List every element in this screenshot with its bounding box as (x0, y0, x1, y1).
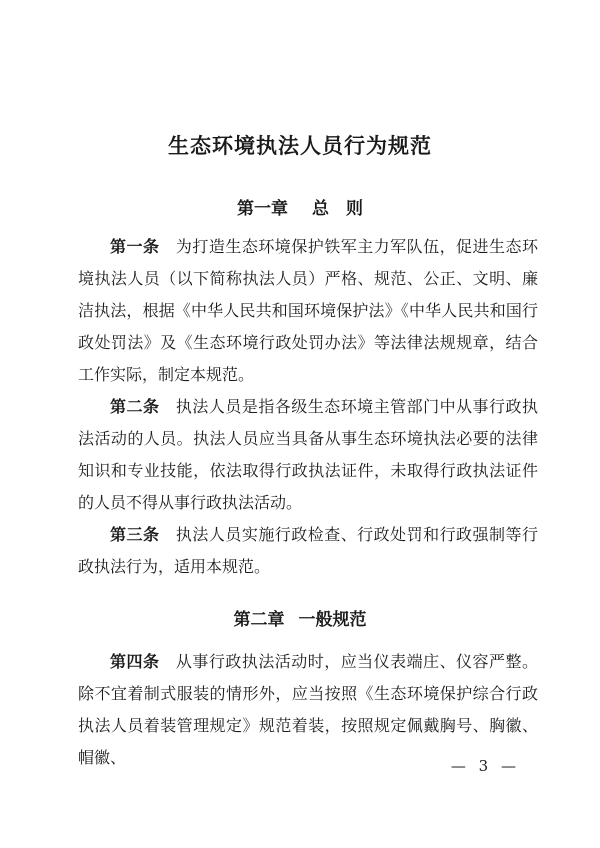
article-3-text: 执法人员实施行政检查、行政处罚和行政强制等行政执法行为，适用本规范。 (78, 525, 538, 576)
chapter-2-heading (0, 605, 600, 630)
article-4-text: 从事行政执法活动时，应当仪表端庄、仪容严整。除不宜着制式服装的情形外，应当按照《生态环境保护综合行政执法人员着装管理规定》规范着装，按照规定佩戴胸号、胸徽、帽徽、 (78, 652, 538, 767)
article-2 (78, 391, 538, 519)
article-1 (78, 231, 538, 391)
document-title: 生态环境执法人员行为规范 (168, 133, 432, 158)
article-4-label: 第四条 (110, 652, 160, 671)
page-number: — 3 — (450, 757, 520, 775)
chapter-1-heading (0, 194, 600, 219)
article-2-label: 第二条 (110, 397, 160, 416)
chapter-1-number: 第一章 (237, 199, 288, 219)
article-3 (78, 519, 538, 583)
article-1-label: 第一条 (110, 237, 160, 256)
article-1-text: 为打造生态环境保护铁军主力军队伍，促进生态环境执法人员（以下简称执法人员）严格、规范、公正、文明、廉洁执法，根据《中华人民共和国环境保护法》《中华人民共和国行政处罚法》及《生态环境行政处罚办法》等法律法规规章，结合工作实际，制定本规范。 (78, 237, 538, 384)
chapter-2-name: 一般规范 (298, 610, 367, 630)
chapter-2-number: 第二章 (233, 610, 285, 630)
article-2-text: 执法人员是指各级生态环境主管部门中从事行政执法活动的人员。执法人员应当具备从事生态环境执法必要的法律知识和专业技能，依法取得行政执法证件，未取得行政执法证件的人员不得从事行政执法活动。 (78, 397, 538, 512)
article-4 (78, 646, 538, 774)
article-3-label: 第三条 (110, 525, 160, 544)
chapter-1-name: 总 则 (312, 199, 363, 219)
